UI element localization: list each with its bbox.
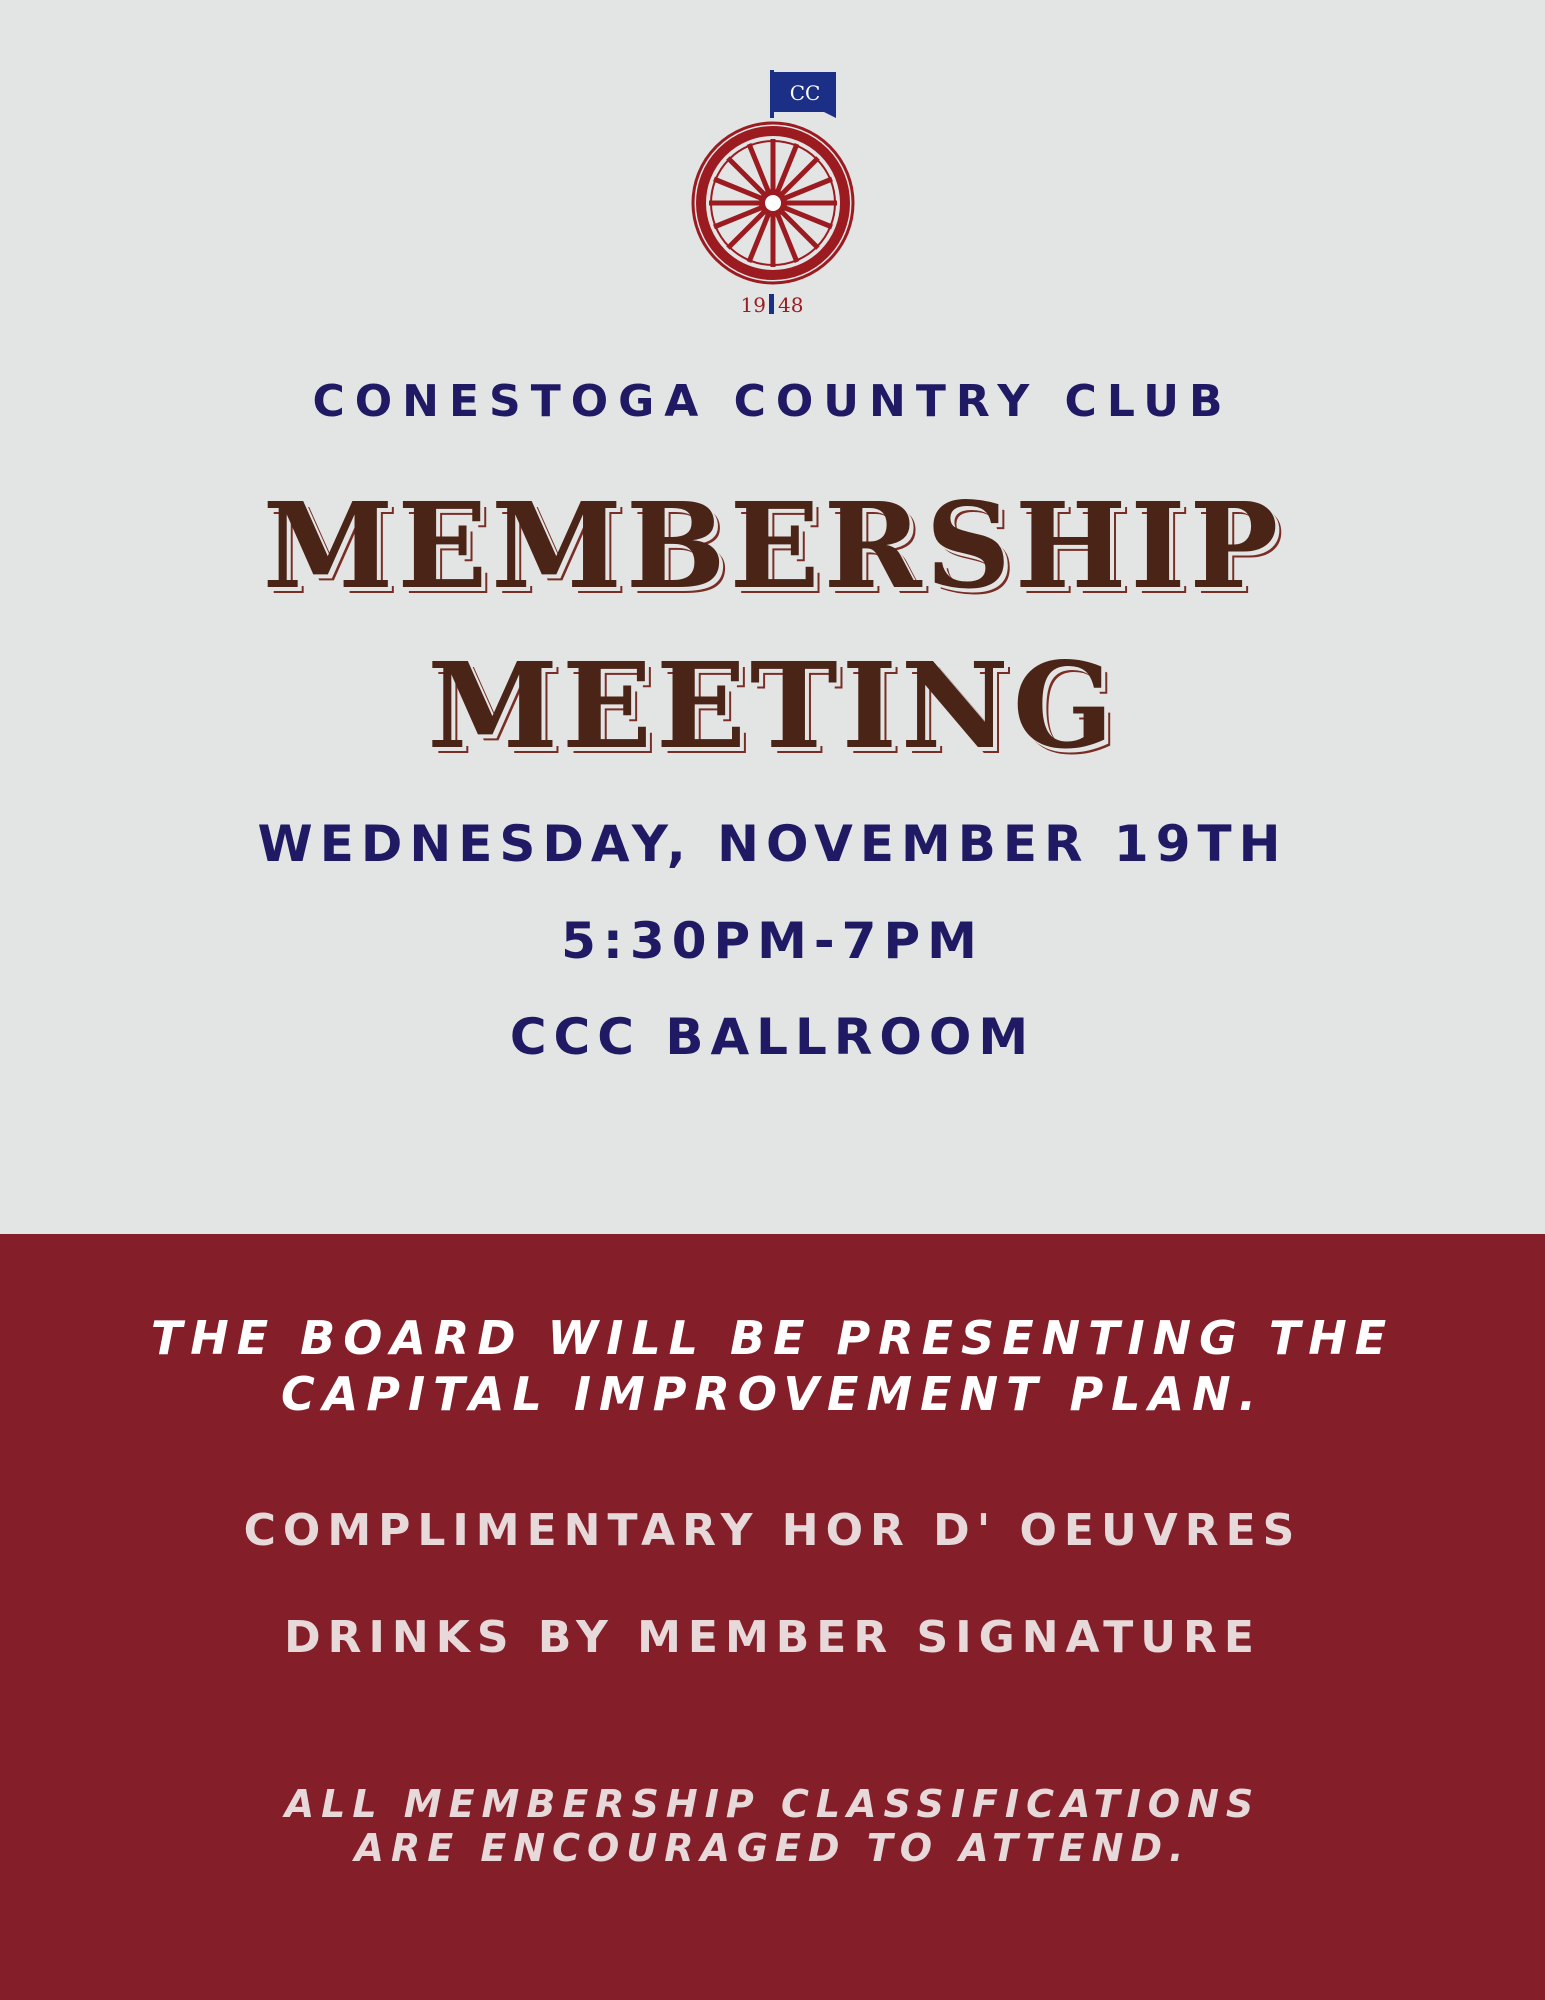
board-announcement (0, 1310, 1545, 1422)
founding-year (741, 293, 804, 317)
note-line-2: ARE ENCOURAGED TO ATTEND. (354, 1826, 1191, 1870)
year-left: 19 (740, 293, 766, 317)
year-right: 48 (778, 293, 804, 317)
title-line-1: MEMBERSHIP (262, 476, 1283, 615)
event-venue: CCC BALLROOM (509, 1008, 1036, 1066)
event-time: 5:30PM-7PM (561, 912, 984, 970)
announcement-line-1: THE BOARD WILL BE PRESENTING THE (150, 1311, 1395, 1365)
club-name: CONESTOGA COUNTRY CLUB (312, 376, 1233, 427)
flag-monogram: CC (789, 81, 821, 105)
flag-icon (770, 70, 836, 118)
perk-hors-doeuvres: COMPLIMENTARY HOR D' OEUVRES (243, 1505, 1302, 1556)
event-date: WEDNESDAY, NOVEMBER 19TH (257, 815, 1288, 873)
club-logo (660, 62, 886, 322)
attendance-note (0, 1782, 1545, 1870)
note-line-1: ALL MEMBERSHIP CLASSIFICATIONS (284, 1782, 1261, 1826)
title-line-2: MEETING (427, 636, 1118, 775)
announcement-line-2: CAPITAL IMPROVEMENT PLAN. (280, 1367, 1265, 1421)
perk-drinks: DRINKS BY MEMBER SIGNATURE (284, 1612, 1261, 1663)
wagon-wheel-icon (693, 123, 853, 283)
